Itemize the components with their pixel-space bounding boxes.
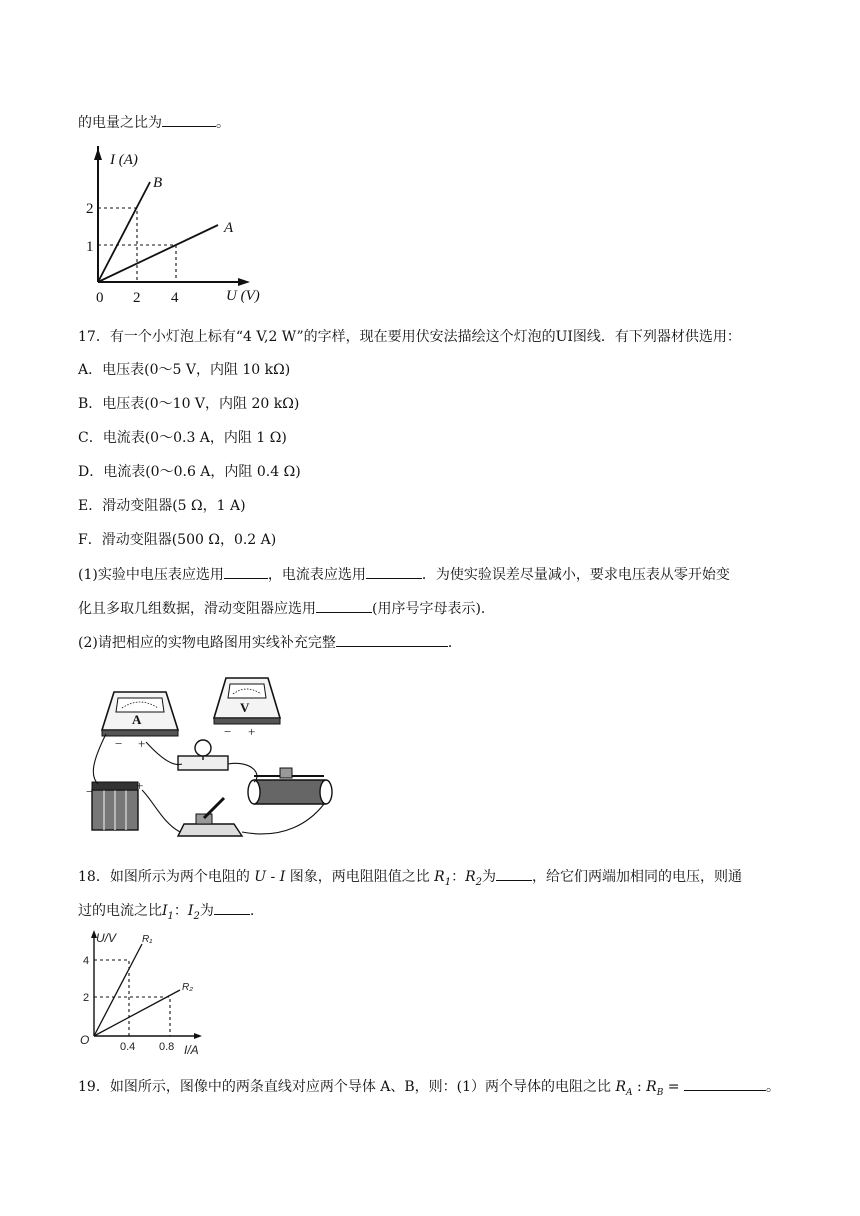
line-r1 <box>94 944 142 1036</box>
x-tick-label: 2 <box>133 290 141 306</box>
x-axis-arrow-icon <box>194 1033 202 1039</box>
svg-text:+: + <box>248 724 256 739</box>
q17-part1-line2: 化且多取几组数据，滑动变阻器应选用 (用序号字母表示)． <box>78 598 495 619</box>
voltmeter-icon <box>214 678 280 739</box>
svg-text:−: − <box>224 724 232 739</box>
y-tick-label: 2 <box>83 992 90 1004</box>
graph-iu <box>84 146 284 306</box>
q17-option-a: A．电压表(0～5 V，内阻 10 kΩ) <box>78 362 291 378</box>
battery-icon <box>86 778 143 830</box>
voltmeter-answer-blank[interactable] <box>224 564 268 579</box>
voltmeter-label: V <box>240 700 250 715</box>
resistance-ratio-blank[interactable] <box>496 866 532 881</box>
q17-stem: 17．有一个小灯泡上标有“4 V,2 W”的字样，现在要用伏安法描绘这个灯泡的UI图线．有下列器材供选用： <box>78 329 741 345</box>
ammeter-answer-blank[interactable] <box>366 564 422 579</box>
x-tick-label: 0.8 <box>159 1041 175 1053</box>
x-axis-label: I/A <box>184 1043 199 1057</box>
bulb-icon <box>178 740 228 770</box>
svg-text:−: − <box>115 736 123 751</box>
line-r2-label: R₂ <box>182 982 194 993</box>
resistance-ratio-answer-blank[interactable] <box>684 1076 766 1091</box>
rheostat-icon <box>248 768 332 804</box>
line-a-label: A <box>224 220 234 236</box>
q17-option-e: E．滑动变阻器(5 Ω，1 A) <box>78 498 246 514</box>
y-tick-label: 4 <box>83 955 90 967</box>
x-axis-label: U (V) <box>226 288 260 304</box>
ammeter-label: A <box>132 712 142 727</box>
y-axis-arrow-icon <box>94 148 102 160</box>
answer-blank[interactable] <box>162 112 216 127</box>
circuit-answer-blank[interactable] <box>336 632 448 647</box>
q17-option-d: D．电流表(0～0.6 A，内阻 0.4 Ω) <box>78 464 301 480</box>
svg-text:+: + <box>138 736 146 751</box>
q17-option-c: C．电流表(0～0.3 A，内阻 1 Ω) <box>78 430 287 446</box>
y-tick-label: 2 <box>86 201 94 217</box>
q18-line1: 18．如图所示为两个电阻的 U - I 图象，两电阻阻值之比 $R_1$：$R_2$为 ，给它们两端加相同的电压，则通 <box>78 866 742 893</box>
svg-text:−: − <box>86 784 94 799</box>
fragment-text: 的电量之比为 <box>78 115 162 131</box>
q17-part1-line1: (1)实验中电压表应选用 ，电流表应选用 ．为使实验误差尽量减小，要求电压表从零开始变 <box>78 564 730 585</box>
q17-part2: (2)请把相应的实物电路图用实线补充完整 ． <box>78 632 462 653</box>
line-a <box>98 225 218 282</box>
current-ratio-blank[interactable] <box>214 900 250 915</box>
ammeter-icon <box>102 692 178 751</box>
q17-option-b: B．电压表(0～10 V，内阻 20 kΩ) <box>78 396 300 412</box>
y-axis-label: I (A) <box>110 152 138 168</box>
line-r1-label: R₁ <box>142 934 153 945</box>
origin-label: O <box>80 1033 90 1047</box>
rheostat-answer-blank[interactable] <box>316 598 372 613</box>
q18-line2: 过的电流之比$I_1$：$I_2$为 . <box>78 900 254 927</box>
x-tick-label: 0.4 <box>120 1041 136 1053</box>
line-b-label: B <box>153 175 163 191</box>
x-axis-arrow-icon <box>238 278 250 286</box>
q17-option-f: F．滑动变阻器(500 Ω，0.2 A) <box>78 532 277 548</box>
origin-label: 0 <box>96 290 104 306</box>
x-tick-label: 4 <box>171 290 179 306</box>
graph-ui <box>80 928 220 1058</box>
q19-line: 19．如图所示，图像中的两条直线对应两个导体 A、B，则：(1）两个导体的电阻之比 $R_A$ : $R_B$ = 。 <box>78 1076 780 1103</box>
svg-text:+: + <box>136 778 144 793</box>
y-axis-label: U/V <box>96 931 117 945</box>
switch-icon <box>178 798 242 836</box>
circuit-diagram <box>84 672 344 844</box>
fragment-line: 的电量之比为 。 <box>78 112 230 133</box>
line-b <box>98 182 150 282</box>
y-tick-label: 1 <box>86 239 94 255</box>
